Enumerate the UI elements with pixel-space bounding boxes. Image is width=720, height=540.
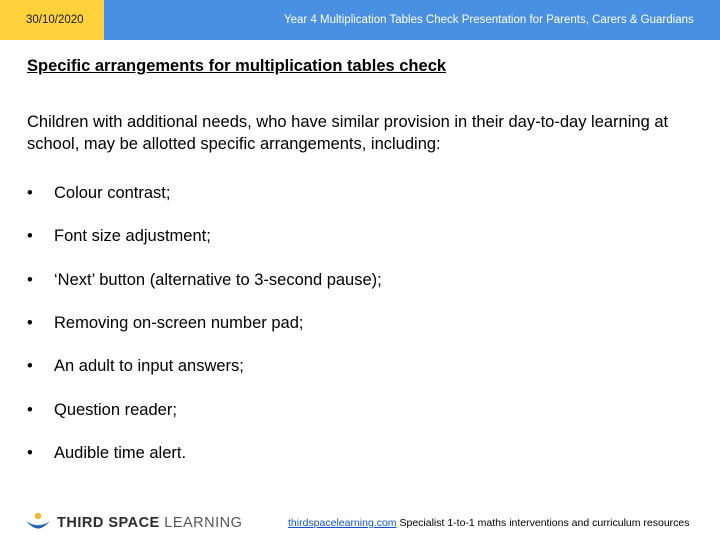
list-item-text: Audible time alert. (54, 443, 187, 462)
logo-wordmark-light: LEARNING (164, 515, 243, 531)
logo-wordmark (57, 515, 242, 531)
header-bar (0, 0, 720, 40)
list-item-text: Colour contrast; (54, 184, 171, 203)
slide-title: Specific arrangements for multiplication tables check (27, 57, 447, 75)
list-item (27, 388, 677, 431)
list-item-text: An adult to input answers; (54, 357, 244, 376)
list-item-text: Font size adjustment; (54, 227, 211, 246)
list-item (27, 345, 677, 388)
list-item-text: Removing on-screen number pad; (54, 314, 304, 333)
bullet-icon: • (27, 357, 33, 376)
footer-tagline: Specialist 1-to-1 maths interventions and curriculum resources (396, 517, 690, 529)
arrangements-list (27, 172, 677, 475)
header-title: Year 4 Multiplication Tables Check Presentation for Parents, Carers & Guardians (284, 14, 694, 26)
header-date: 30/10/2020 (26, 14, 84, 26)
tsl-logo-icon (24, 512, 52, 534)
bullet-icon: • (27, 443, 33, 462)
bullet-icon: • (27, 314, 33, 333)
logo-wordmark-bold: THIRD SPACE (57, 515, 160, 531)
footer-link[interactable]: thirdspacelearning.com (288, 517, 397, 529)
third-space-learning-logo (24, 512, 242, 534)
bullet-icon: • (27, 400, 33, 419)
intro-paragraph: Children with additional needs, who have similar provision in their day-to-day learning at school, may be allotted specific arrangements, including: (27, 113, 669, 153)
bullet-icon: • (27, 184, 33, 203)
list-item (27, 302, 677, 345)
list-item (27, 215, 677, 258)
bullet-icon: • (27, 270, 33, 289)
date-box (0, 0, 104, 40)
list-item (27, 259, 677, 302)
list-item-text: ‘Next’ button (alternative to 3-second pause); (54, 270, 382, 289)
bullet-icon: • (27, 227, 33, 246)
list-item (27, 172, 677, 215)
footer-credit (288, 517, 690, 529)
list-item (27, 432, 677, 475)
list-item-text: Question reader; (54, 400, 177, 419)
